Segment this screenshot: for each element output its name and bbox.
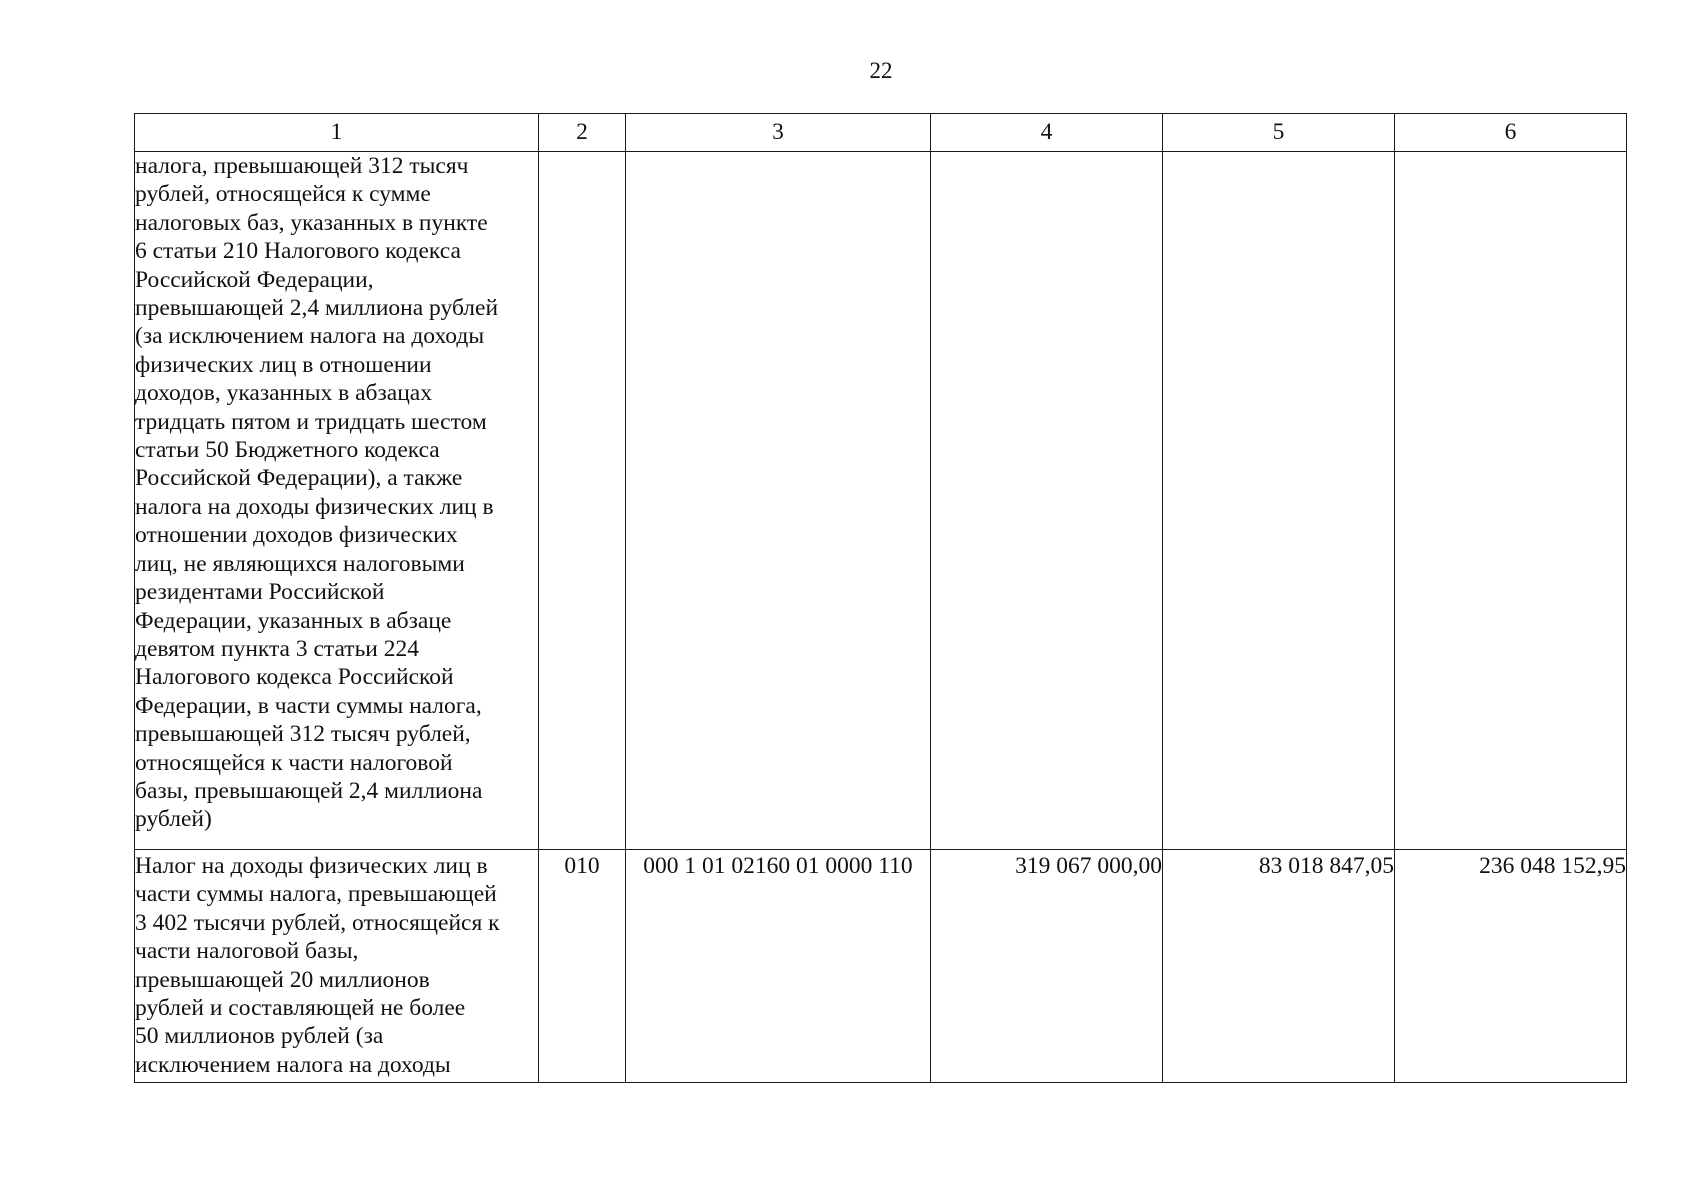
header-col-3: 3	[626, 114, 931, 152]
description-line: Налог на доходы физических лиц в	[135, 853, 488, 879]
description-line: (за исключением налога на доходы	[135, 323, 485, 350]
description-line: превышающей 312 тысяч рублей,	[135, 721, 471, 748]
header-col-4: 4	[931, 114, 1163, 152]
row-unexecuted	[1395, 152, 1627, 850]
row-approved	[931, 152, 1163, 850]
description-line: лиц, не являющихся налоговыми	[135, 550, 465, 577]
description-line: налога на доходы физических лиц в	[135, 493, 494, 520]
row-line-code	[539, 152, 626, 850]
description-line: части суммы налога, превышающей	[135, 881, 497, 908]
table-row	[135, 850, 1627, 1083]
description-line: доходов, указанных в абзацах	[135, 380, 432, 407]
description-line: Федерации, указанных в абзаце	[135, 607, 452, 634]
description-line: Федерации, в части суммы налога,	[135, 692, 482, 719]
table-row	[135, 152, 1627, 850]
description-line: налога, превышающей 312 тысяч	[135, 153, 469, 179]
description-line: превышающей 20 миллионов	[135, 966, 430, 993]
row-budget-code: 000 1 01 02160 01 0000 110	[626, 850, 931, 1083]
description-line: статьи 50 Бюджетного кодекса	[135, 437, 440, 464]
row-description	[135, 152, 539, 850]
description-line: базы, превышающей 2,4 миллиона	[135, 777, 483, 804]
row-line-code: 010	[539, 850, 626, 1083]
page-number: 22	[869, 58, 893, 83]
row-approved: 319 067 000,00	[931, 850, 1163, 1083]
header-row	[135, 114, 1627, 152]
description-line: 3 402 тысячи рублей, относящейся к	[135, 909, 500, 936]
header-col-6: 6	[1395, 114, 1627, 152]
description-line: отношении доходов физических	[135, 522, 458, 549]
row-description	[135, 850, 539, 1083]
description-line: исключением налога на доходы	[135, 1051, 451, 1078]
row-budget-code	[626, 152, 931, 850]
description-line: 50 миллионов рублей (за	[135, 1023, 384, 1050]
header-col-1: 1	[135, 114, 539, 152]
description-line: налоговых баз, указанных в пункте	[135, 209, 488, 236]
description-line: 6 статьи 210 Налогового кодекса	[135, 238, 461, 265]
description-line: Российской Федерации,	[135, 266, 374, 293]
description-line: Налогового кодекса Российской	[135, 664, 454, 691]
description-line: рублей)	[135, 806, 212, 833]
description-line: тридцать пятом и тридцать шестом	[135, 408, 487, 435]
description-line: превышающей 2,4 миллиона рублей	[135, 295, 499, 322]
row-unexecuted: 236 048 152,95	[1395, 850, 1627, 1083]
row-executed	[1163, 152, 1395, 850]
description-line: резидентами Российской	[135, 579, 385, 606]
description-line: физических лиц в отношении	[135, 351, 432, 378]
description-line: рублей и составляющей не более	[135, 995, 466, 1022]
header-col-2: 2	[539, 114, 626, 152]
description-line: Российской Федерации), а также	[135, 465, 463, 492]
description-line: относящейся к части налоговой	[135, 749, 453, 776]
description-line: рублей, относящейся к сумме	[135, 181, 431, 208]
budget-table	[134, 113, 1627, 1083]
description-line: части налоговой базы,	[135, 938, 359, 965]
row-executed: 83 018 847,05	[1163, 850, 1395, 1083]
description-line: девятом пункта 3 статьи 224	[135, 635, 419, 662]
header-col-5: 5	[1163, 114, 1395, 152]
